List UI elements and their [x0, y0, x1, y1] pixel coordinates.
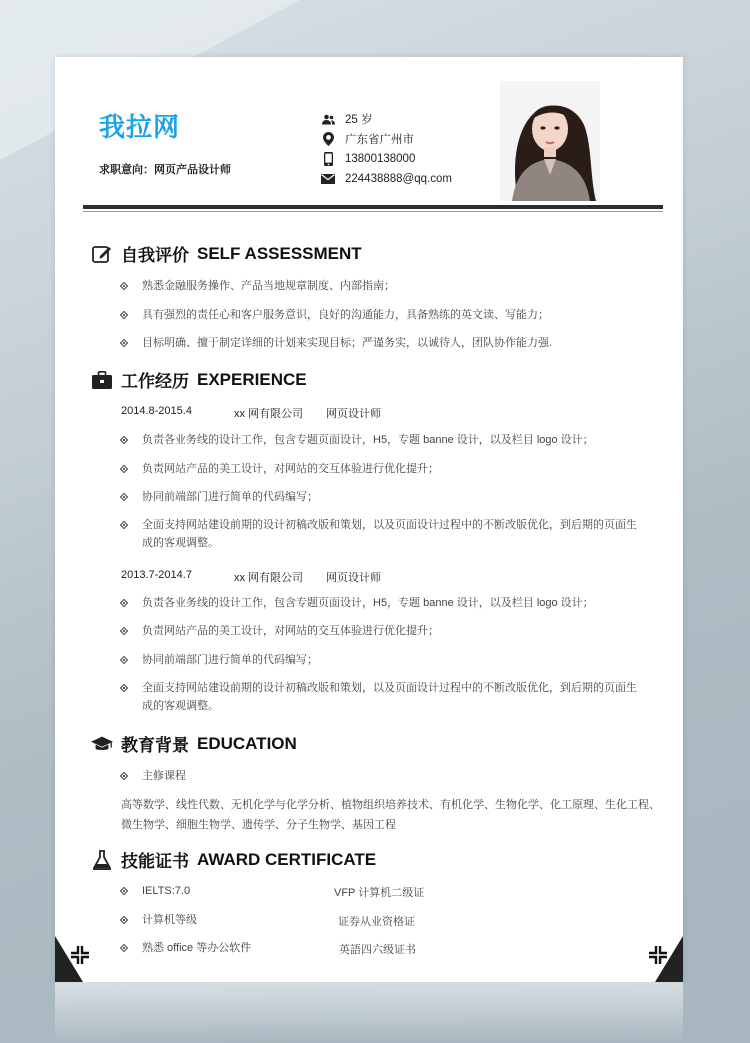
header-rule: [83, 205, 663, 209]
list-item: 全面支持网站建设前期的设计初稿改版和策划，以及页面设计过程中的不断改版优化，到后期的页面生成的客观调整。: [121, 516, 647, 552]
diamond-bullet-icon: [120, 627, 128, 635]
section-education: [91, 731, 297, 756]
job-header: [121, 569, 381, 585]
certificate-item: VFP 计算机二级证: [334, 887, 425, 899]
resume-page: [55, 57, 683, 982]
list-item: 负责各业务线的设计工作，包含专题页面设计，H5，专题 banne 设计，以及栏目 logo 设计；: [121, 594, 647, 612]
email-row: [321, 169, 452, 189]
job-company: xx 网有限公司: [234, 572, 304, 584]
certificate-item: 证券从业资格证: [338, 916, 415, 928]
section-title-en: EXPERIENCE: [197, 369, 307, 389]
email-text: 224438888@qq.com: [345, 173, 452, 185]
list-item: 具有强烈的责任心和客户服务意识，良好的沟通能力，具备熟练的英文读、写能力；: [121, 306, 647, 324]
diamond-bullet-icon: [120, 282, 128, 290]
section-title-cn: 教育背景: [121, 736, 189, 755]
section-title-cn: 自我评价: [121, 246, 189, 265]
list-item: 计算机等级: [121, 911, 342, 929]
diamond-bullet-icon: [120, 656, 128, 664]
diamond-bullet-icon: [120, 436, 128, 444]
section-title-cn: 技能证书: [121, 852, 189, 871]
contact-info: [321, 109, 452, 189]
section-experience: [91, 367, 307, 392]
diamond-bullet-icon: [120, 339, 128, 347]
list-item: 目标明确、擅于制定详细的计划来实现目标；严谨务实，以诚待人，团队协作能力强.: [121, 334, 647, 352]
course-list: 高等数学、线性代数、无机化学与化学分析、植物组织培养技术、有机化学、生物化学、化工原理、生化工程、微生物学、细胞生物学、遗传学、分子生物学、基因工程: [121, 799, 660, 831]
location-row: [321, 129, 452, 149]
age-text: 25 岁: [345, 114, 373, 126]
diamond-bullet-icon: [120, 772, 128, 780]
job-title: 网页设计师: [326, 572, 381, 584]
diamond-bullet-icon: [120, 684, 128, 692]
page-reflection: [55, 982, 683, 1043]
section-title-cn: 工作经历: [121, 372, 189, 391]
crosshair-icon: [649, 946, 667, 964]
graduation-cap-icon: [91, 734, 113, 754]
job-period: 2013.7-2014.7: [121, 569, 192, 581]
diamond-bullet-icon: [120, 887, 128, 895]
section-title-en: AWARD CERTIFICATE: [197, 849, 377, 869]
diamond-bullet-icon: [120, 916, 128, 924]
list-item: 协同前端部门进行简单的代码编写；: [121, 488, 647, 506]
section-title-en: EDUCATION: [197, 733, 297, 753]
profile-photo: [500, 81, 600, 201]
job-title: 网页设计师: [326, 408, 381, 420]
diamond-bullet-icon: [120, 465, 128, 473]
briefcase-icon: [91, 370, 113, 390]
diamond-bullet-icon: [120, 493, 128, 501]
job-header: [121, 405, 381, 421]
candidate-name: 我拉网: [99, 112, 181, 142]
job-period: 2014.8-2015.4: [121, 405, 192, 417]
crosshair-icon: [71, 946, 89, 964]
job-intent: 求职意向：网页产品设计师: [99, 164, 231, 176]
header-rule-thin: [83, 211, 663, 212]
mail-icon: [321, 172, 335, 186]
list-item: 主修课程: [121, 767, 647, 785]
list-item: 负责网站产品的美工设计，对网站的交互体验进行优化提升；: [121, 460, 647, 478]
list-item: 全面支持网站建设前期的设计初稿改版和策划，以及页面设计过程中的不断改版优化，到后期的页面生成的客观调整。: [121, 679, 647, 715]
list-item: 熟悉金融服务操作、产品当地规章制度、内部指南；: [121, 277, 647, 295]
phone-text: 13800138000: [345, 153, 416, 165]
list-item: 协同前端部门进行简单的代码编写；: [121, 651, 647, 669]
flask-icon: [91, 850, 113, 870]
diamond-bullet-icon: [120, 311, 128, 319]
section-title-en: SELF ASSESSMENT: [197, 243, 362, 263]
list-item: IELTS:7.0: [121, 882, 342, 900]
diamond-bullet-icon: [120, 521, 128, 529]
certificate-item: 英語四六级证书: [339, 944, 416, 956]
section-certificate: [91, 847, 376, 872]
phone-row: [321, 149, 452, 169]
edit-icon: [91, 244, 113, 264]
job-company: xx 网有限公司: [234, 408, 304, 420]
location-text: 广东省广州市: [345, 134, 414, 146]
diamond-bullet-icon: [120, 599, 128, 607]
list-item: 熟悉 office 等办公软件: [121, 939, 342, 957]
phone-icon: [321, 152, 335, 166]
age-row: [321, 109, 452, 129]
diamond-bullet-icon: [120, 944, 128, 952]
user-icon: [321, 112, 335, 126]
list-item: 负责各业务线的设计工作，包含专题页面设计，H5，专题 banne 设计，以及栏目 logo 设计；: [121, 431, 647, 449]
location-pin-icon: [321, 132, 335, 146]
list-item: 负责网站产品的美工设计，对网站的交互体验进行优化提升；: [121, 622, 647, 640]
section-self-assessment: [91, 241, 362, 266]
